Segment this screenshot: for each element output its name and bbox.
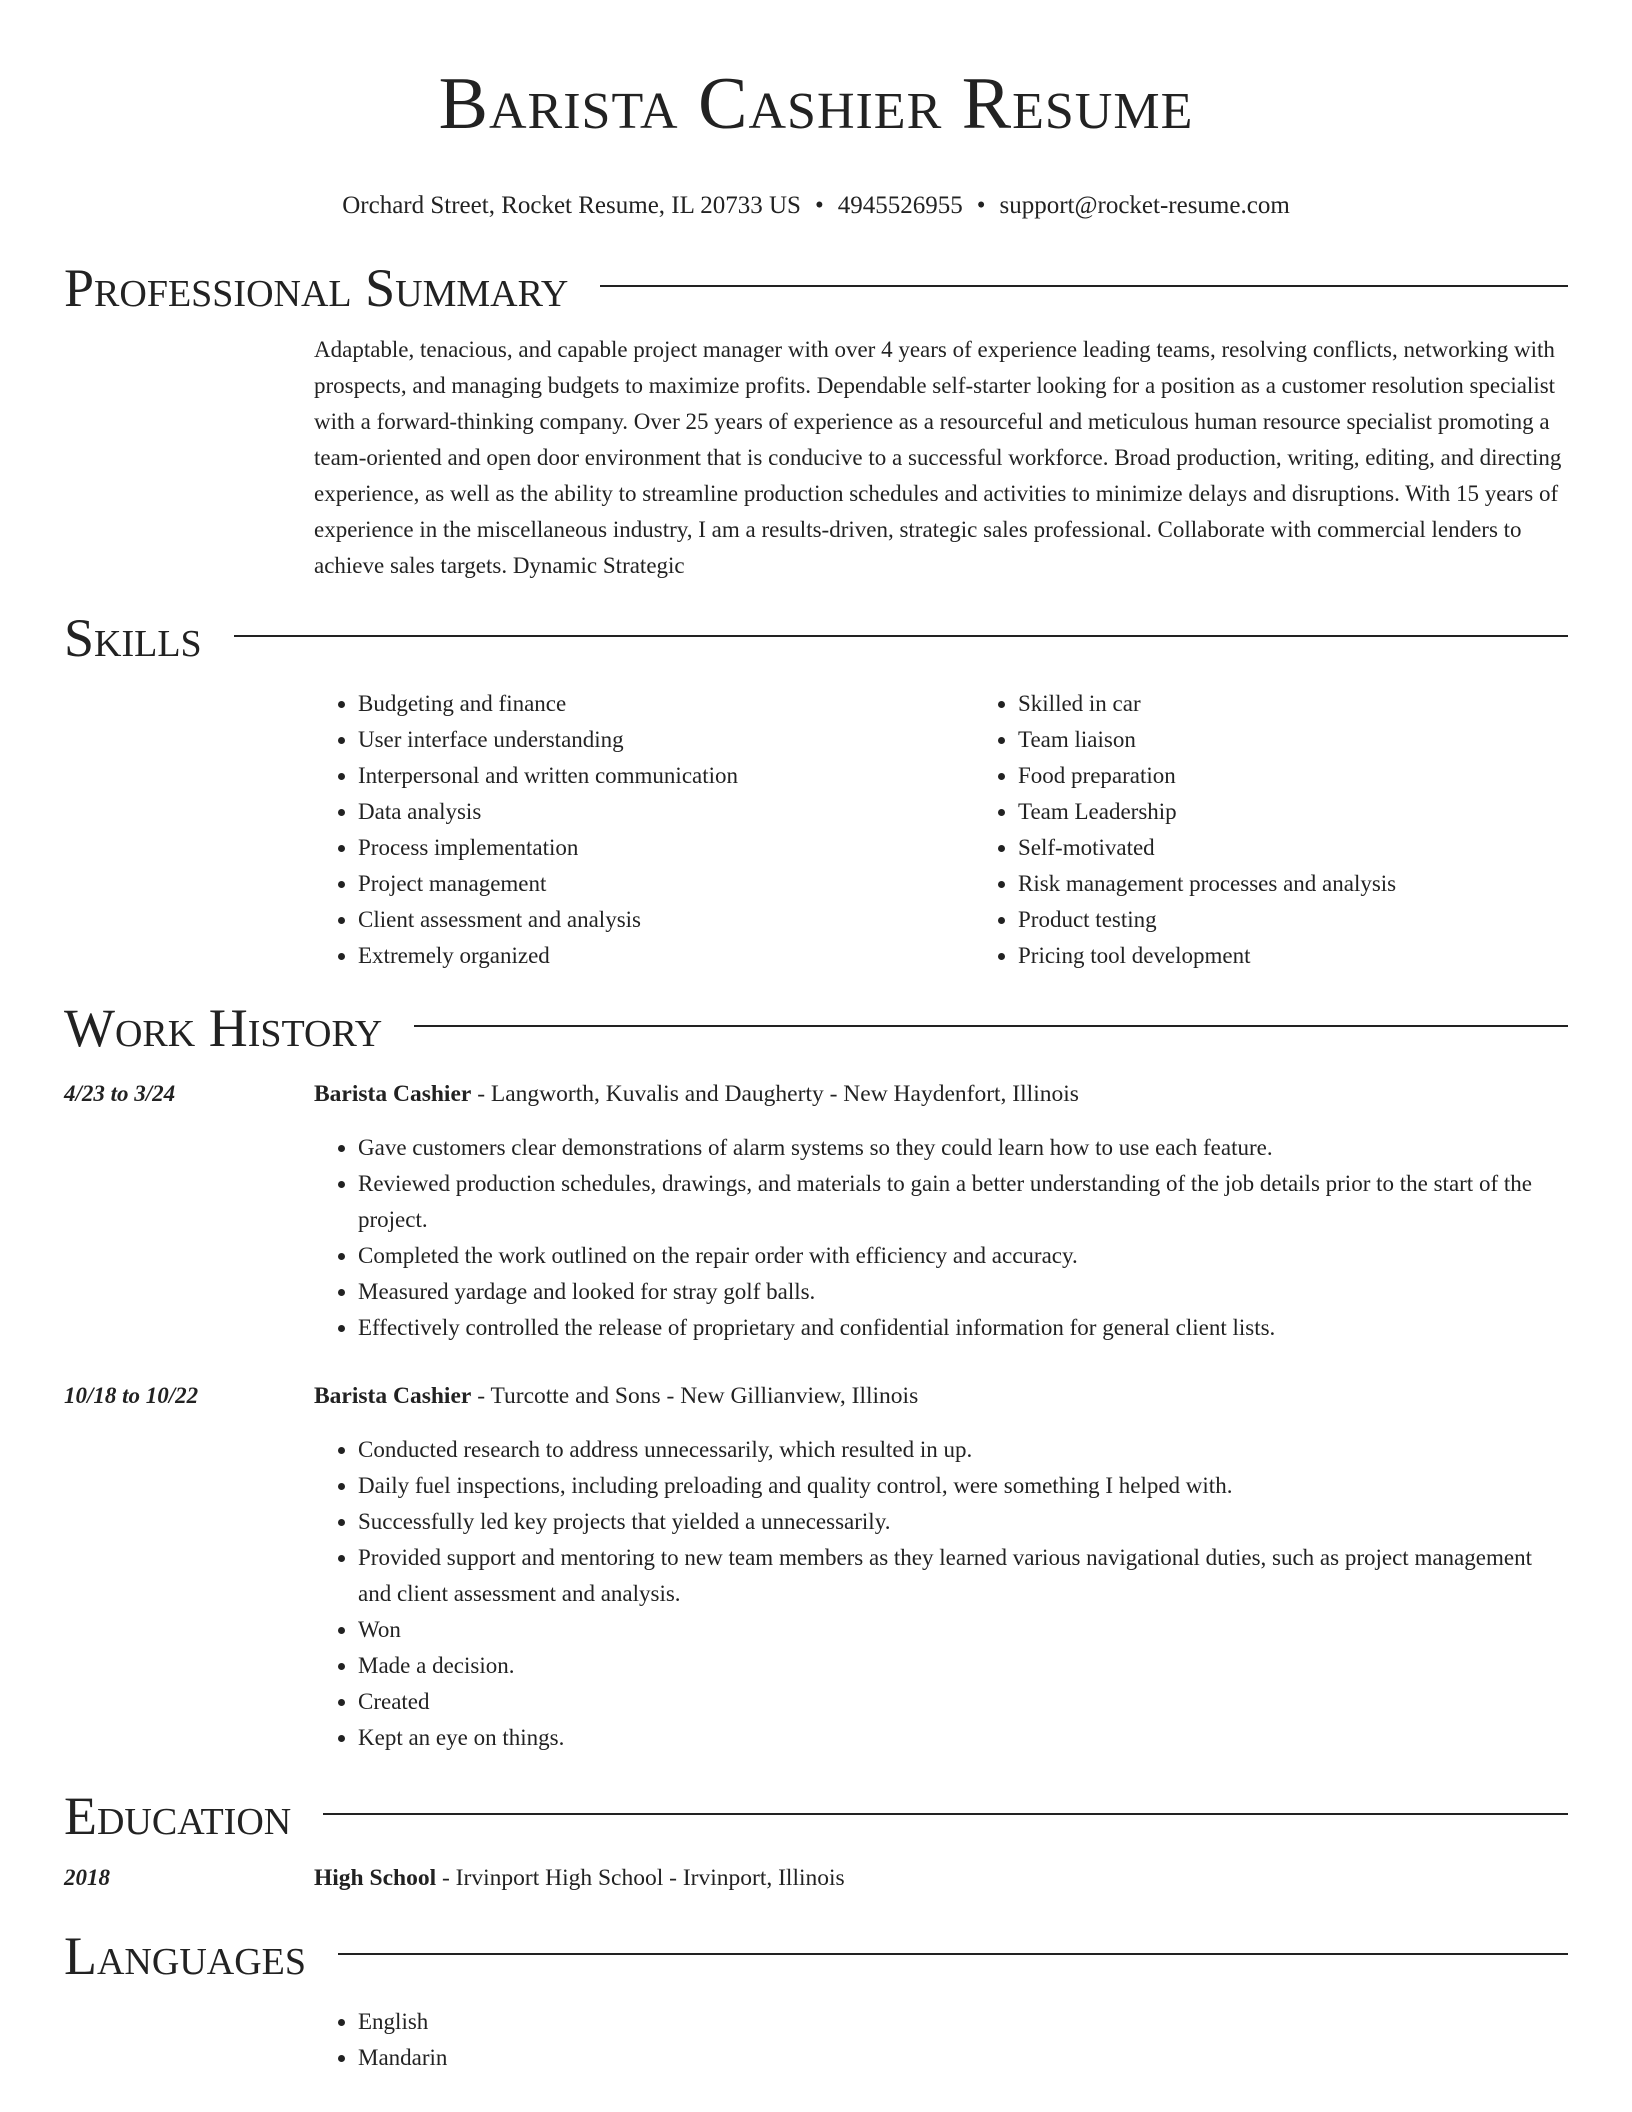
job-entry	[64, 1076, 1568, 1346]
education-degree: High School	[314, 1865, 437, 1891]
skill-item: • Skilled in car	[1018, 686, 1632, 722]
languages-heading-row	[64, 1920, 1568, 1992]
language-item: • English	[358, 2004, 1568, 2040]
skill-item: • Interpersonal and written communication	[358, 758, 974, 794]
job-bullet: • Measured yardage and looked for stray golf balls.	[358, 1274, 1568, 1310]
skill-item: • Risk management processes and analysis	[1018, 866, 1632, 902]
skill-item: • Food preparation	[1018, 758, 1632, 794]
summary-heading-row	[64, 252, 1568, 324]
job-bullets	[314, 1432, 1568, 1756]
summary-heading: Professional Summary	[64, 258, 569, 318]
job-title-line	[314, 1076, 1568, 1112]
skill-item: • Budgeting and finance	[358, 686, 974, 722]
education-heading-row	[64, 1780, 1568, 1852]
job-dates: 10/18 to 10/22	[64, 1383, 199, 1408]
job-bullet: • Won	[358, 1612, 1568, 1648]
skill-item: • User interface understanding	[358, 722, 974, 758]
work-heading: Work History	[64, 998, 383, 1058]
job-bullet: • Created	[358, 1684, 1568, 1720]
contact-separator: •	[976, 192, 986, 219]
skill-item: • Client assessment and analysis	[358, 902, 974, 938]
skill-item: • Team liaison	[1018, 722, 1632, 758]
skills-right-column	[974, 686, 1632, 974]
education-year: 2018	[64, 1865, 110, 1890]
job-bullet: • Provided support and mentoring to new team members as they learned various navigational duties, such as project management and client assessment and analysis.	[358, 1540, 1568, 1612]
summary-section	[64, 252, 1568, 584]
skill-item: • Team Leadership	[1018, 794, 1632, 830]
summary-row	[64, 324, 1568, 584]
job-bullet: • Gave customers clear demonstrations of alarm systems so they could learn how to use each feature.	[358, 1130, 1568, 1166]
resume-title: Barista Cashier Resume	[438, 63, 1194, 145]
contact-line	[64, 190, 1568, 222]
job-bullet: • Daily fuel inspections, including preloading and quality control, were something I helped with.	[358, 1468, 1568, 1504]
skills-list	[314, 674, 1632, 974]
skill-item: • Project management	[358, 866, 974, 902]
job-bullet: • Reviewed production schedules, drawings, and materials to gain a better understanding of the job details prior to the start of the project.	[358, 1166, 1568, 1238]
skill-item: • Self-motivated	[1018, 830, 1632, 866]
section-divider	[600, 285, 1568, 287]
job-role: Barista Cashier	[314, 1383, 472, 1409]
languages-heading: Languages	[64, 1926, 306, 1986]
job-bullet: • Successfully led key projects that yielded a unnecessarily.	[358, 1504, 1568, 1540]
skill-item: • Process implementation	[358, 830, 974, 866]
section-divider	[323, 1813, 1568, 1815]
job-bullet: • Kept an eye on things.	[358, 1720, 1568, 1756]
skills-left-column	[314, 686, 974, 974]
job-entry	[64, 1378, 1568, 1756]
summary-text: Adaptable, tenacious, and capable project manager with over 4 years of experience leading teams, resolving conflicts, networking with prospects, and managing budgets to maximize profits. Dependable self-starter looking for a position as a customer resolution specialist with a forward-thinking company. Over 25 years of experience as a resourceful and meticulous human resource specialist promoting a team-oriented and open door environment that is conducive to a successful workforce. Broad production, writing, editing, and directing experience, as well as the ability to streamline production schedules and activities to minimize delays and disruptions. With 15 years of experience in the miscellaneous industry, I am a results-driven, strategic sales professional. Collaborate with commercial lenders to achieve sales targets. Dynamic Strategic	[314, 337, 1562, 578]
work-section	[64, 992, 1568, 1756]
education-school: - Irvinport High School - Irvinport, Illinois	[436, 1865, 845, 1891]
job-role: Barista Cashier	[314, 1081, 472, 1107]
education-entry	[64, 1860, 1568, 1896]
contact-address: Orchard Street, Rocket Resume, IL 20733 US	[342, 192, 801, 219]
education-heading: Education	[64, 1786, 292, 1846]
skill-item: • Product testing	[1018, 902, 1632, 938]
job-bullet: • Made a decision.	[358, 1648, 1568, 1684]
section-divider	[234, 635, 1568, 637]
job-bullet: • Completed the work outlined on the repair order with efficiency and accuracy.	[358, 1238, 1568, 1274]
skill-item: • Extremely organized	[358, 938, 974, 974]
skills-heading: Skills	[64, 608, 202, 668]
job-dates: 4/23 to 3/24	[64, 1081, 176, 1106]
section-divider	[338, 1953, 1568, 1955]
job-bullet: • Conducted research to address unnecessarily, which resulted in up.	[358, 1432, 1568, 1468]
job-employer: - Turcotte and Sons - New Gillianview, Illinois	[471, 1383, 919, 1409]
skill-item: • Data analysis	[358, 794, 974, 830]
job-bullet: • Effectively controlled the release of proprietary and confidential information for general client lists.	[358, 1310, 1568, 1346]
section-divider	[414, 1025, 1568, 1027]
languages-section	[64, 1920, 1568, 2076]
contact-email: support@rocket-resume.com	[999, 192, 1290, 219]
language-item: • Mandarin	[358, 2040, 1568, 2076]
job-employer: - Langworth, Kuvalis and Daugherty - New Haydenfort, Illinois	[471, 1081, 1079, 1107]
job-bullets	[314, 1130, 1568, 1346]
skills-heading-row	[64, 602, 1568, 674]
education-section	[64, 1780, 1568, 1896]
languages-list	[314, 2004, 1568, 2076]
job-title-line	[314, 1378, 1568, 1414]
skill-item: • Pricing tool development	[1018, 938, 1632, 974]
contact-separator: •	[814, 192, 824, 219]
work-heading-row	[64, 992, 1568, 1064]
contact-phone: 4945526955	[837, 192, 963, 219]
skills-section	[64, 602, 1568, 974]
